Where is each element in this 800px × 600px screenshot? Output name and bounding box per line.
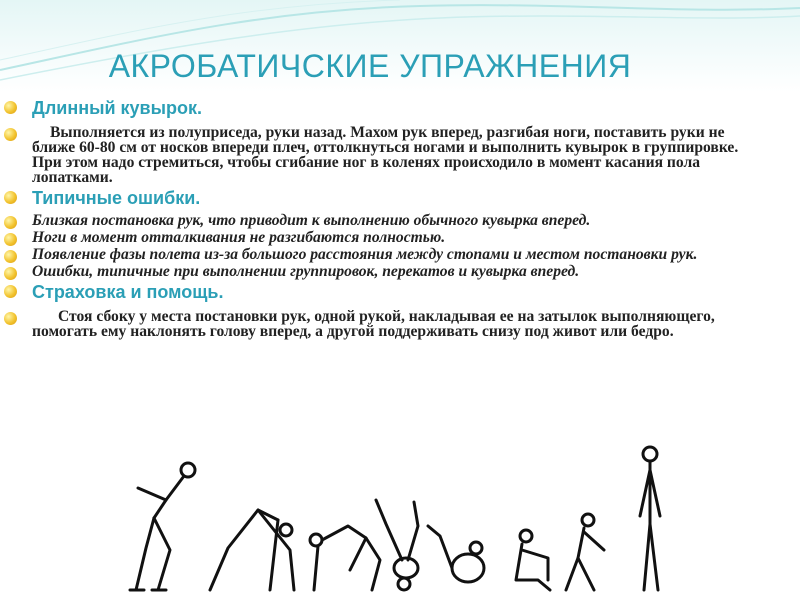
figure-back-legs-up bbox=[376, 500, 418, 590]
bullet-icon bbox=[4, 267, 17, 280]
error-text: Появление фазы полета из-за большого расстояния между стопами и местом постановки рук. bbox=[32, 246, 698, 263]
heading-text: Длинный кувырок. bbox=[32, 98, 202, 118]
figure-tucked bbox=[428, 526, 484, 582]
error-text: Ошибки, типичные при выполнении группировок, перекатов и кувырка вперед. bbox=[32, 263, 580, 280]
slide-content bbox=[4, 97, 744, 339]
long-roll-sequence-illustration bbox=[118, 440, 678, 600]
error-text: Ноги в момент отталкивания не разгибаются полностью. bbox=[32, 229, 446, 246]
figure-squat-up bbox=[566, 514, 604, 590]
heading-text: Типичные ошибки. bbox=[32, 188, 201, 208]
figure-squat-arms-back bbox=[130, 463, 195, 590]
bullet-icon bbox=[4, 250, 17, 263]
section-heading-spotting bbox=[4, 281, 744, 303]
error-item bbox=[4, 247, 744, 262]
figure-standing bbox=[640, 447, 660, 590]
bullet-icon bbox=[4, 101, 17, 114]
slide-title: АКРОБАТИЧСКИЕ УПРАЖНЕНИЯ bbox=[108, 48, 632, 84]
heading-text: Страховка и помощь. bbox=[32, 282, 224, 302]
figure-sitting-tuck bbox=[516, 530, 550, 590]
figure-rolling bbox=[310, 526, 380, 590]
section-heading-long-roll bbox=[4, 97, 744, 119]
error-item bbox=[4, 264, 744, 279]
bullet-icon bbox=[4, 191, 17, 204]
error-text: Близкая постановка рук, что приводит к выполнению обычного кувырка вперед. bbox=[32, 212, 591, 229]
error-item bbox=[4, 230, 744, 245]
bullet-icon bbox=[4, 216, 17, 229]
bullet-icon bbox=[4, 233, 17, 246]
figure-hands-placed bbox=[210, 510, 294, 590]
bullet-icon bbox=[4, 285, 17, 298]
bullet-icon bbox=[4, 312, 17, 325]
bullet-icon bbox=[4, 128, 17, 141]
error-item bbox=[4, 213, 744, 228]
paragraph-text: Стоя сбоку у места постановки рук, одной рукой, накладывая ее на затылок выполняющего, помогать ему наклонять голову вперед, а другой поддерживать снизу под живот или бедро. bbox=[32, 308, 715, 340]
spotting-description bbox=[4, 309, 744, 339]
paragraph-text: Выполняется из полуприседа, руки назад. Махом рук вперед, разгибая ноги, поставить руки не ближе 60-80 см от носков впереди плеч, оттолкнуться ногами и выполнить кувырок в группировке. При этом надо стремиться, чтобы сгибание ног в коленях происходило в момент касания пола лопатками. bbox=[32, 124, 739, 186]
long-roll-description bbox=[4, 125, 744, 185]
section-heading-typical-errors bbox=[4, 187, 744, 209]
